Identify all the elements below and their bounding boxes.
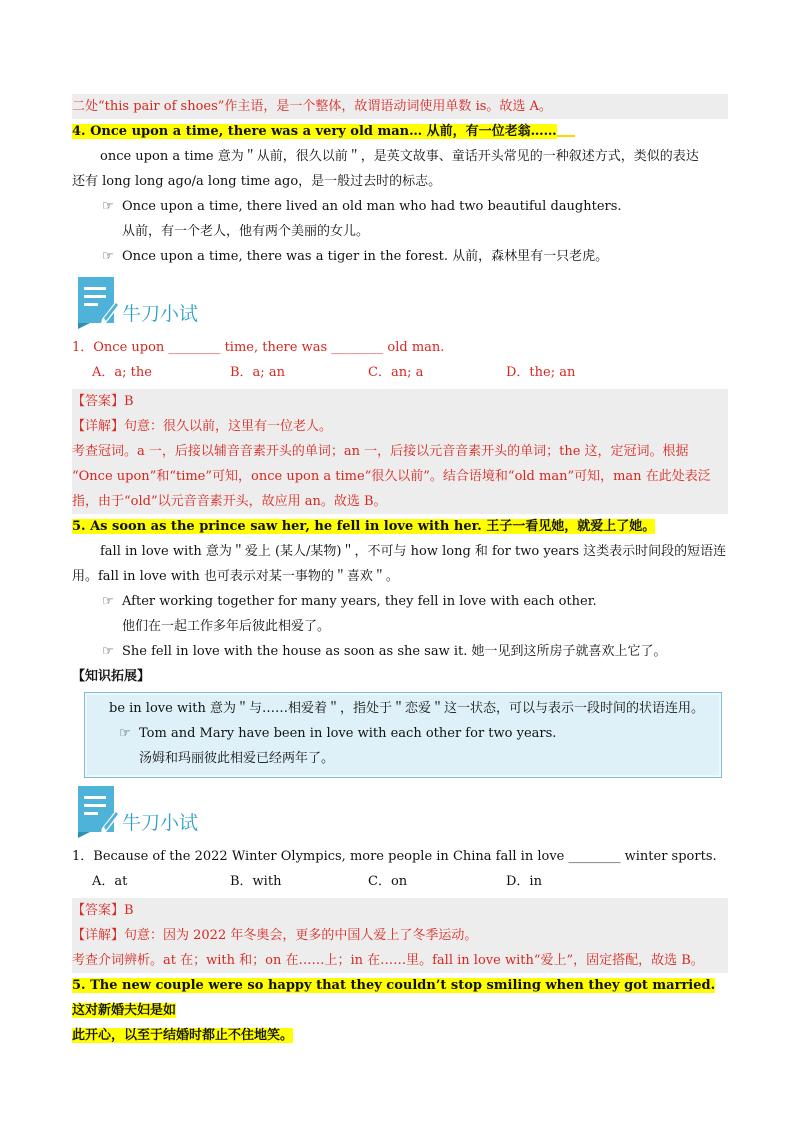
analysis-line: 考查介词辨析。at 在；with 和；on 在……上；in 在……里。fall in love with“爱上”，固定搭配，故选 B。 [72, 953, 704, 968]
document-page [72, 94, 728, 1048]
option-a: A．at [92, 874, 128, 889]
practice-1-options [72, 360, 728, 385]
example-2-text: She fell in love with the house as soon as she saw it. 她一见到这所房子就喜欢上它了。 [122, 644, 667, 659]
detail-line: 【详解】句意：因为 2022 年冬奥会，更多的中国人爱上了冬季运动。 [72, 928, 478, 943]
section-4-title-row [72, 119, 728, 144]
highlight-underline [557, 135, 575, 137]
practice-heading-1 [72, 273, 728, 335]
option-c: C．on [368, 874, 408, 889]
analysis-line-1: 考查冠词。a 一，后接以辅音音素开头的单词；an 一，后接以元音音素开头的单词；the 这，定冠词。根据 [72, 444, 689, 459]
option-b: B．with [230, 874, 282, 889]
section-5-explanation-2: 用。fall in love with 也可表示对某一事物的＂喜欢＂。 [72, 569, 399, 584]
practice-heading-2 [72, 782, 728, 844]
section-5b-title-1: 5. The new couple were so happy that they couldn’t stop smiling when they got married. 这对新婚夫妇是如 [72, 978, 716, 1018]
section-5b-title-row-2 [72, 1023, 728, 1048]
practice-2-solution [72, 898, 728, 973]
pointing-hand-icon: ☞ [102, 199, 114, 214]
option-b: B．a; an [230, 365, 285, 380]
knowledge-example-english: Tom and Mary have been in love with each other for two years. [139, 726, 557, 741]
analysis-line-2: “Once upon”和“time”可知，once upon a time“很久以前”。结合语境和“old man”可知，man 在此处表泛 [72, 469, 711, 484]
knowledge-example [89, 721, 717, 746]
section-4-example-2 [72, 244, 728, 269]
answer-line: 【答案】B [72, 903, 134, 918]
pointing-hand-icon: ☞ [102, 594, 114, 609]
option-a: A．a; the [92, 365, 152, 380]
section-5-title-row [72, 514, 728, 539]
example-1-english: After working together for many years, they fell in love with each other. [122, 594, 597, 609]
note-pencil-icon [76, 277, 120, 329]
section-5-explanation-1: fall in love with 意为＂爱上 (某人/某物)＂，不可与 how long 和 for two years 这类表示时间段的短语连 [100, 544, 727, 559]
note-pencil-icon [76, 786, 120, 838]
example-2-text: Once upon a time, there was a tiger in the forest. 从前，森林里有一只老虎。 [122, 249, 609, 264]
pointing-hand-icon: ☞ [119, 726, 131, 741]
section-5-title: 5. As soon as the prince saw her, he fell in love with her. 王子一看见她，就爱上了她。 [72, 519, 656, 534]
detail-line: 【详解】句意：很久以前，这里有一位老人。 [72, 419, 333, 434]
practice-heading-text: 牛刀小试 [122, 812, 199, 834]
answer-line: 【答案】B [72, 394, 134, 409]
section-5-example-1-translation: 他们在一起工作多年后彼此相爱了。 [122, 619, 331, 634]
section-5b-title-2: 此开心，以至于结婚时都止不住地笑。 [72, 1028, 294, 1043]
practice-1-solution [72, 389, 728, 514]
knowledge-extension-label: 【知识拓展】 [72, 669, 151, 684]
section-4-explanation-1: once upon a time 意为＂从前，很久以前＂，是英文故事、童话开头常见的一种叙述方式，类似的表达 [100, 149, 699, 164]
knowledge-text: be in love with 意为＂与……相爱着＂，指处于＂恋爱＂这一状态，可以与表示一段时间的状语连用。 [109, 701, 704, 716]
knowledge-extension-box [84, 692, 722, 778]
section-4-example-1-translation: 从前，有一个老人，他有两个美丽的女儿。 [122, 224, 370, 239]
section-5-example-2 [72, 639, 728, 664]
section-4-example-1 [72, 194, 728, 219]
section-4-title: 4. Once upon a time, there was a very old man… 从前，有一位老翁…… [72, 124, 557, 139]
section-4-explanation-2: 还有 long long ago/a long time ago，是一般过去时的标志。 [72, 174, 442, 189]
option-c: C．an; a [368, 365, 424, 380]
example-1-english: Once upon a time, there lived an old man who had two beautiful daughters. [122, 199, 622, 214]
knowledge-example-translation: 汤姆和玛丽彼此相爱已经两年了。 [139, 751, 335, 766]
previous-analysis-line: 二处“this pair of shoes”作主语，是一个整体，故谓语动词使用单数 is。故选 A。 [72, 94, 728, 119]
practice-1-question: 1．Once upon ________ time, there was ________ old man. [72, 340, 445, 355]
practice-2-options [72, 869, 728, 894]
option-d: D．the; an [506, 365, 576, 380]
practice-2-question: 1．Because of the 2022 Winter Olympics, more people in China fall in love ________ winter sports. [72, 849, 717, 864]
pointing-hand-icon: ☞ [102, 249, 114, 264]
section-5b-title-row-1 [72, 973, 728, 1023]
section-5-example-1 [72, 589, 728, 614]
pointing-hand-icon: ☞ [102, 644, 114, 659]
analysis-line-3: 指，由于“old”以元音音素开头，故应用 an。故选 B。 [72, 494, 387, 509]
practice-heading-text: 牛刀小试 [122, 303, 199, 325]
option-d: D．in [506, 874, 542, 889]
